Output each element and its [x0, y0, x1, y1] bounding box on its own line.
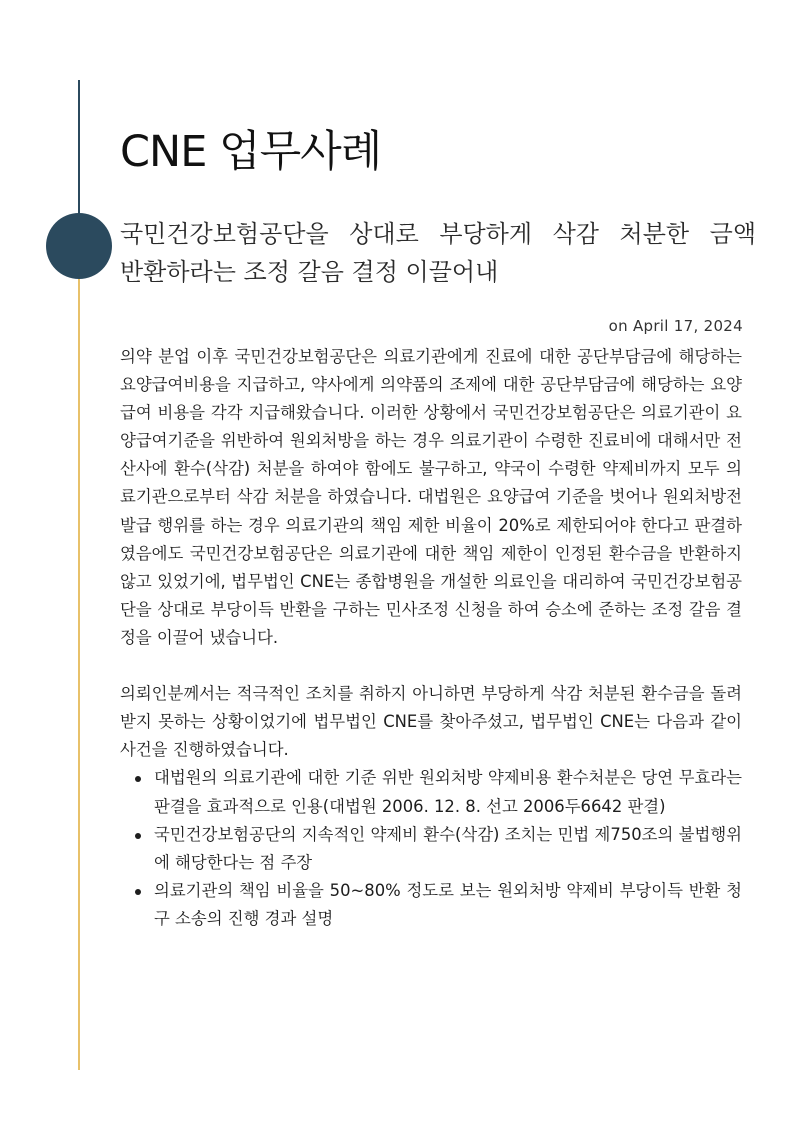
timeline-line-bottom	[78, 247, 80, 1070]
page-title: CNE 업무사례	[120, 127, 382, 177]
publish-date: on April 17, 2024	[608, 317, 743, 335]
body-paragraph-1: 의약 분업 이후 국민건강보험공단은 의료기관에게 진료에 대한 공단부담금에 해당하는 요양급여비용을 지급하고, 약사에게 의약품의 조제에 대한 공단부담금에 해당하는 요양급여 비용을 각각 지급해왔습니다. 이러한 상황에서 국민건강보험공단은 의료기관이 요양급여기준을 위반하여 원외처방을 하는 경우 의료기관이 수령한 진료비에 대해서만 전산사에 환수(삭감) 처분을 하여야 함에도 불구하고, 약국이 수령한 약제비까지 모두 의료기관으로부터 삭감 처분을 하였습니다. 대법원은 요양급여 기준을 벗어나 원외처방전 발급 행위를 하는 경우 의료기관의 책임 제한 비율이 20%로 제한되어야 한다고 판결하였음에도 국민건강보험공단은 의료기관에 대한 책임 제한이 인정된 환수금을 반환하지 않고 있었기에, 법무법인 CNE는 종합병원을 개설한 의료인을 대리하여 국민건강보험공단을 상대로 부당이득 반환을 구하는 민사조정 신청을 하여 승소에 준하는 조정 갈음 결정을 이끌어 냈습니다.	[120, 347, 742, 647]
article-subtitle: 국민건강보험공단을 상대로 부당하게 삭감 처분한 금액 반환하라는 조정 갈음 결정 이끌어내	[120, 220, 756, 286]
body-paragraph-2: 의뢰인분께서는 적극적인 조치를 취하지 아니하면 부당하게 삭감 처분된 환수금을 돌려받지 못하는 상황이었기에 법무법인 CNE를 찾아주셨고, 법무법인 CNE는 다음과 같이 사건을 진행하였습니다.	[120, 684, 742, 760]
list-item: 대법원의 의료기관에 대한 기준 위반 원외처방 약제비용 환수처분은 당연 무효라는 판결을 효과적으로 인용(대법원 2006. 12. 8. 선고 2006두6642 판결)	[154, 764, 742, 820]
list-item: 국민건강보험공단의 지속적인 약제비 환수(삭감) 조치는 민법 제750조의 불법행위에 해당한다는 점 주장	[154, 821, 742, 877]
article-body	[120, 343, 742, 933]
case-points-list	[120, 764, 742, 933]
list-item: 의료기관의 책임 비율을 50~80% 정도로 보는 원외처방 약제비 부당이득 반환 청구 소송의 진행 경과 설명	[154, 877, 742, 933]
paragraph-spacer	[120, 652, 742, 680]
timeline-circle-marker	[46, 213, 112, 279]
